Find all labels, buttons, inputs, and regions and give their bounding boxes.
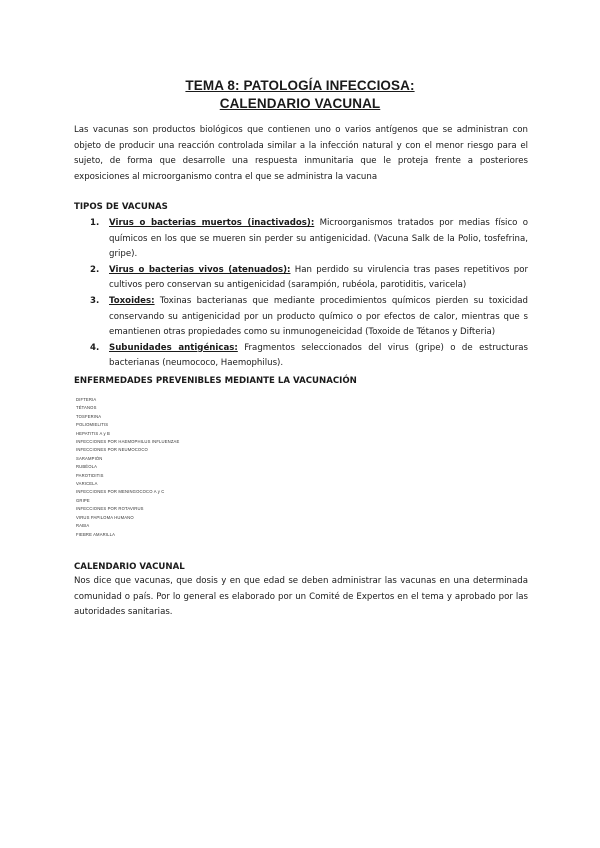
- section-heading-enfermedades: ENFERMEDADES PREVENIBLES MEDIANTE LA VACUNACIÓN: [74, 376, 357, 386]
- vaccine-type-item: [90, 216, 528, 263]
- item-number: 3.: [90, 295, 100, 306]
- calendario-paragraph: Nos dice que vacunas, que dosis y en que edad se deben administrar las vacunas en una determinada comunidad o país. Por lo general es elaborado por un Comité de Expertos en el tema y aprobado por las autoridades sanitarias.: [74, 576, 528, 618]
- item-number: 4.: [90, 342, 100, 353]
- item-term: Virus o bacterias muertos (inactivados):: [109, 218, 315, 228]
- vaccine-type-item: [90, 294, 528, 341]
- disease-item: POLIOMIELITIS: [76, 422, 109, 428]
- section-heading-calendario: CALENDARIO VACUNAL: [74, 562, 185, 572]
- vaccine-type-item: [90, 263, 528, 294]
- disease-item: INFECCIONES POR MENINGOCOCO A y C: [76, 489, 165, 495]
- disease-item: VARICELA: [76, 481, 98, 487]
- disease-item: RABIA: [76, 523, 90, 529]
- item-description: Han perdido su virulencia tras pases repetitivos por cultivos pero conservan su antigenicidad (sarampión, rubéola, parotiditis, varicela): [109, 264, 528, 291]
- page-title: TEMA 8: PATOLOGÍA INFECCIOSA:: [185, 78, 415, 93]
- disease-item: DIFTERIA: [76, 397, 97, 402]
- item-number: 1.: [90, 218, 100, 228]
- disease-item: HEPATITIS A y B: [76, 430, 110, 436]
- item-description: Toxinas bacterianas que mediante procedimientos químicos pierden su toxicidad conservando su antigenicidad por un producto químico o por efectos de calor, mientras que s emantienen otras propiedades como su inmunogeneicidad (Toxoide de Tétanos y Difteria): [109, 295, 528, 338]
- disease-item: TÉTANOS: [76, 405, 97, 411]
- disease-item: INFECCIONES POR NEUMOCOCO: [76, 447, 148, 453]
- disease-item: FIEBRE AMARILLA: [76, 531, 116, 537]
- item-description: Microorganismos tratados por medias físico o químicos en los que se mueren sin perder su antigenicidad. (Vacuna Salk de la Polio, tosfefrina, gripe).: [109, 218, 528, 260]
- disease-item: PAROTIDITIS: [76, 472, 104, 478]
- disease-item: VIRUS PAPILOMA HUMANO: [76, 514, 134, 520]
- item-description: Fragmentos seleccionados del virus (gripe) o de estructuras bacterianas (neumococo, Haemophilus).: [109, 342, 529, 369]
- disease-list: [76, 396, 179, 539]
- item-term: Virus o bacterias vivos (atenuados):: [109, 264, 291, 275]
- disease-item: TOSFERINA: [76, 413, 102, 419]
- vaccine-type-item: [90, 341, 528, 372]
- disease-item: SARAMPIÓN: [76, 455, 103, 461]
- item-number: 2.: [90, 264, 100, 275]
- item-term: Subunidades antigénicas:: [109, 342, 238, 353]
- disease-item: INFECCIONES POR ROTAVIRUS: [76, 506, 144, 512]
- disease-item: RUBÉOLA: [76, 464, 98, 470]
- vaccine-types-list: [90, 216, 528, 372]
- page-subtitle: CALENDARIO VACUNAL: [219, 96, 381, 111]
- intro-paragraph: Las vacunas son productos biológicos que contienen uno o varios antígenos que se administran con objeto de producir una reacción controlada similar a la infección natural y con el menor riesgo para el sujeto, de forma que desarrolle una respuesta inmunitaria que le proteja frente a posteriores exposiciones al microorganismo contra el que se administra la vacuna: [74, 125, 528, 182]
- section-heading-tipos: TIPOS DE VACUNAS: [74, 202, 168, 212]
- disease-item: GRIPE: [76, 497, 90, 503]
- item-term: Toxoides:: [109, 295, 155, 306]
- disease-item: INFECCIONES POR HAEMOPHILUS INFLUENZAE: [76, 439, 180, 445]
